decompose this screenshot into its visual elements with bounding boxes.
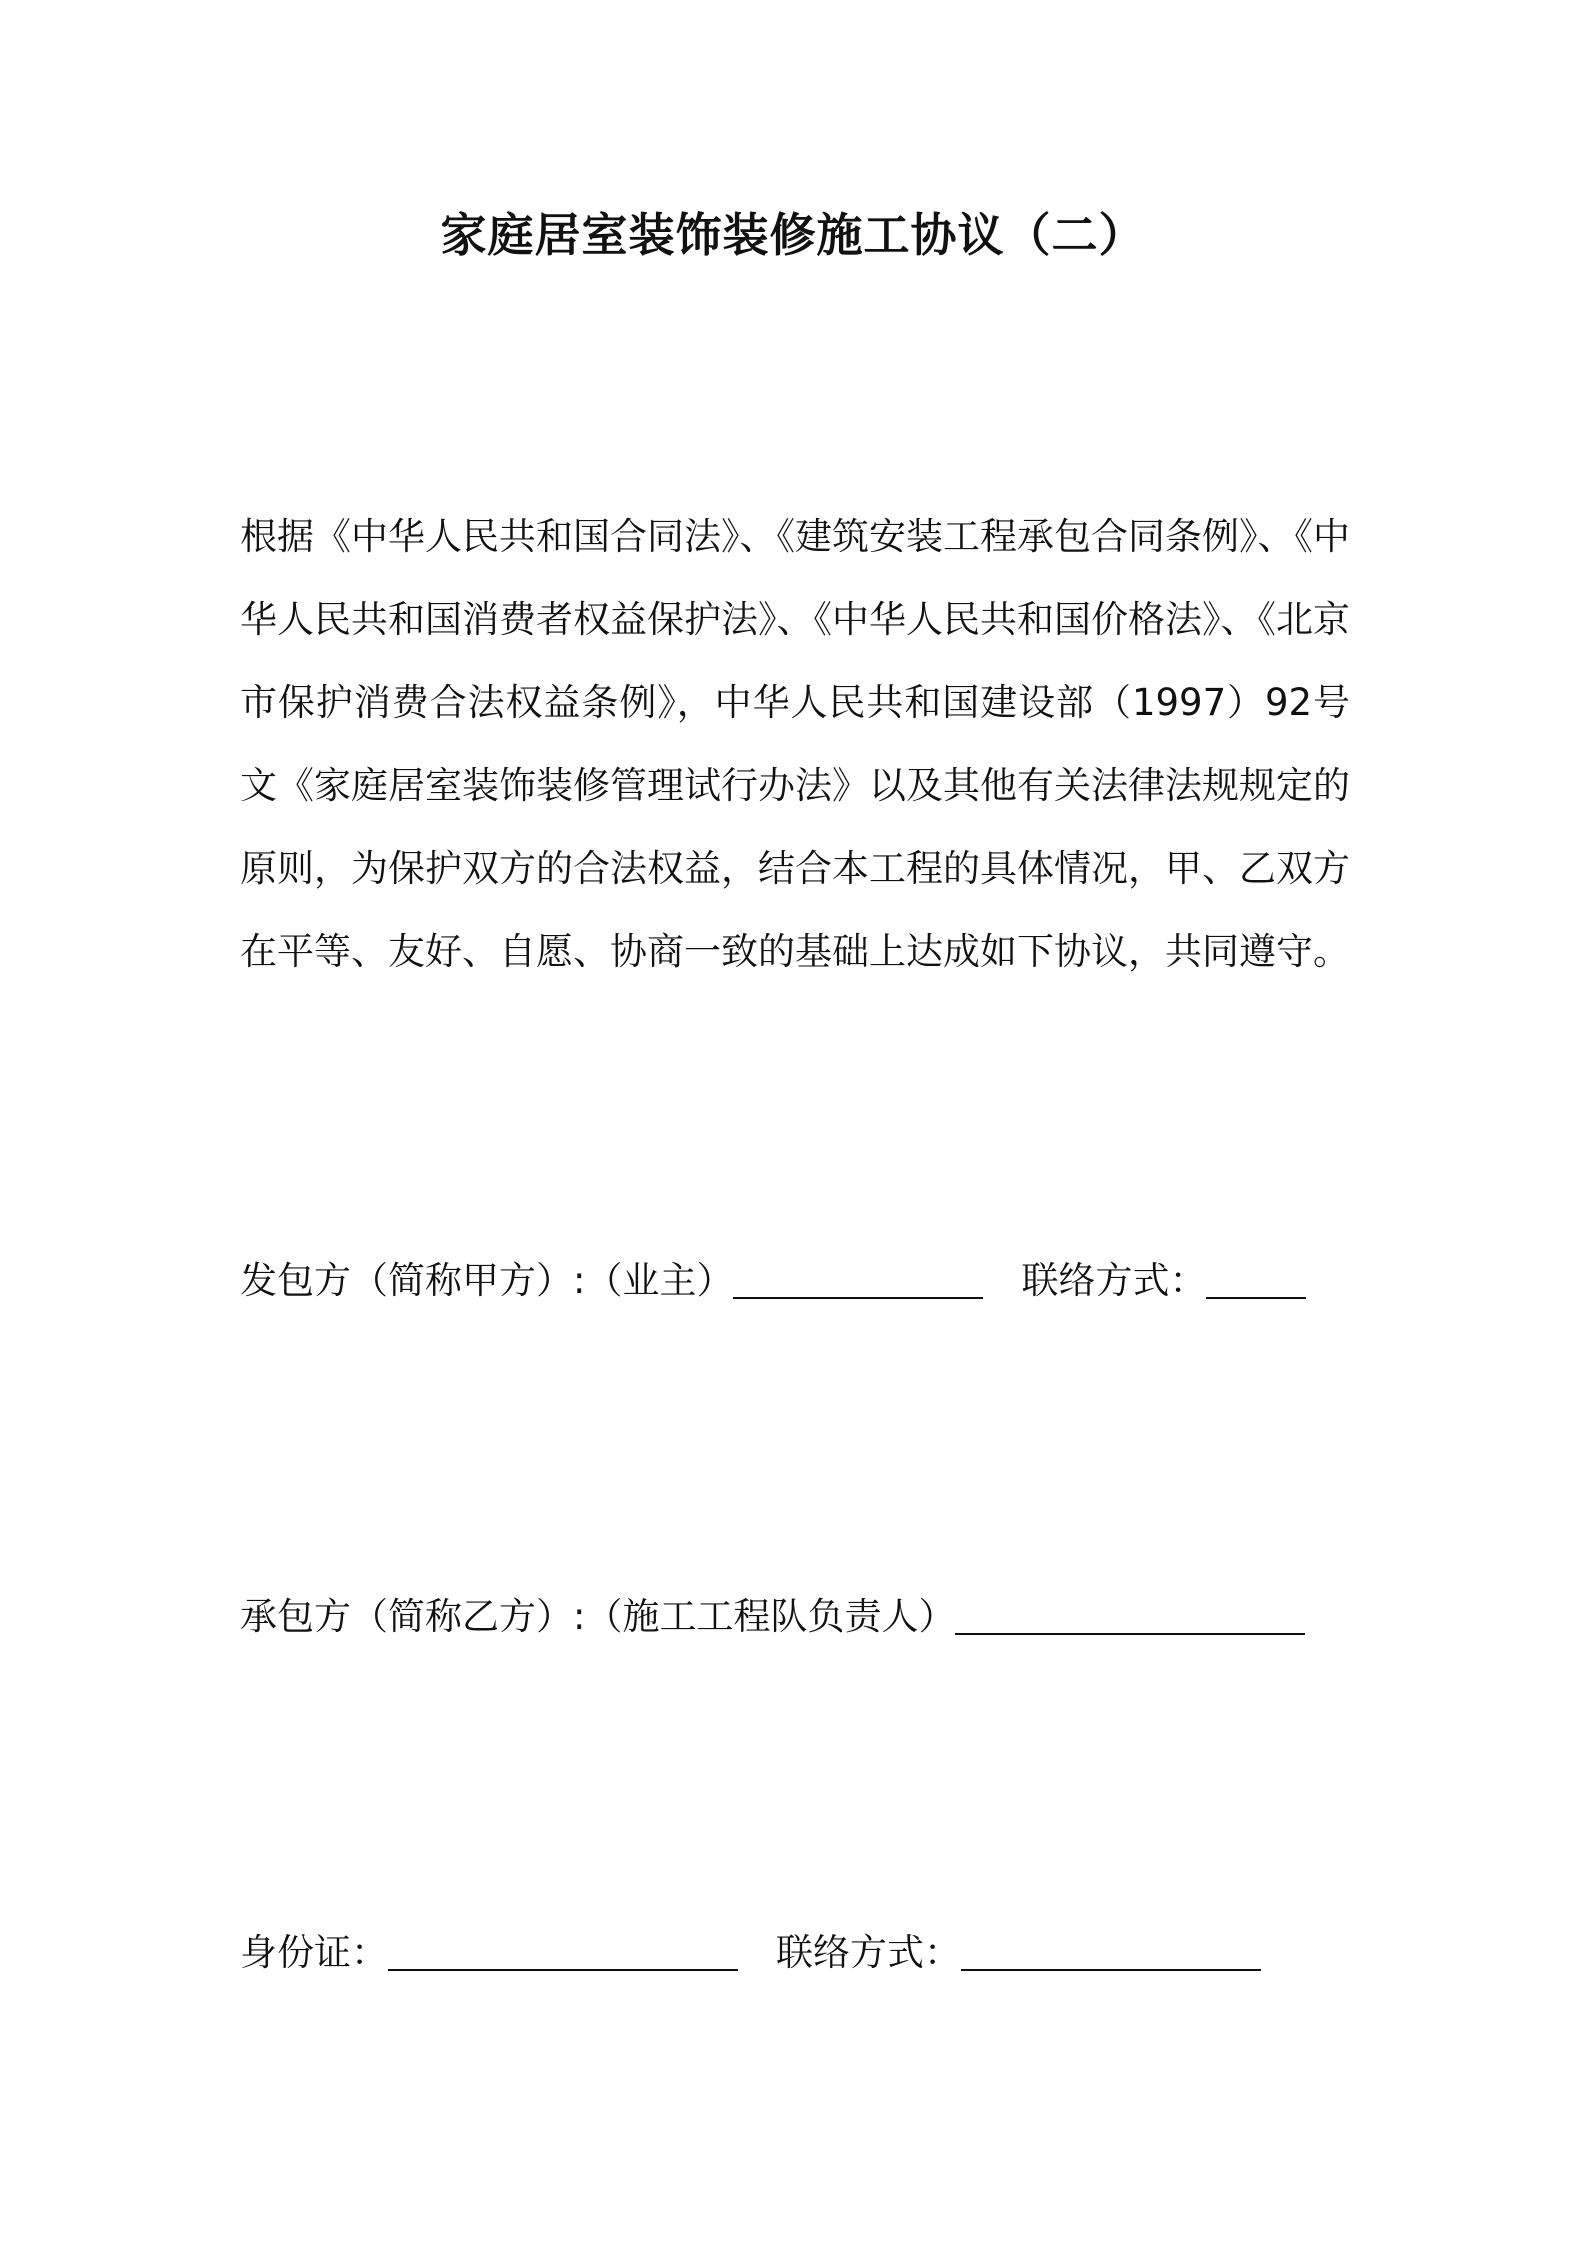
party-a-line	[240, 1256, 1306, 1306]
id-label: 身份证：	[240, 1931, 388, 1974]
intro-paragraph: 根据《中华人民共和国合同法》、《建筑安装工程承包合同条例》、《中华人民共和国消费者权益保护法》、《中华人民共和国价格法》、《北京市保护消费合法权益条例》，中华人民共和国建设部（1997）92号文《家庭居室装饰装修管理试行办法》以及其他有关法律法规规定的原则，为保护双方的合法权益，结合本工程的具体情况，甲、乙双方在平等、友好、自愿、协商一致的基础上达成如下协议，共同遵守。	[240, 515, 1350, 973]
party-b-contact-blank[interactable]	[961, 1933, 1261, 1971]
party-a-name-blank[interactable]	[733, 1261, 983, 1299]
document-title: 家庭居室装饰装修施工协议（二）	[440, 208, 1146, 262]
party-a-contact-blank[interactable]	[1206, 1261, 1306, 1299]
party-b-contact-label: 联络方式：	[776, 1931, 961, 1974]
party-a-label: 发包方（简称甲方）:（业主）	[240, 1259, 734, 1302]
party-b-line	[240, 1592, 1305, 1642]
id-number-blank[interactable]	[388, 1933, 738, 1971]
party-a-contact-label: 联络方式：	[1021, 1259, 1207, 1302]
party-b-name-blank[interactable]	[955, 1597, 1305, 1635]
id-contact-line	[240, 1928, 1261, 1978]
party-b-label: 承包方（简称乙方）:（施工工程队负责人）	[240, 1595, 956, 1638]
